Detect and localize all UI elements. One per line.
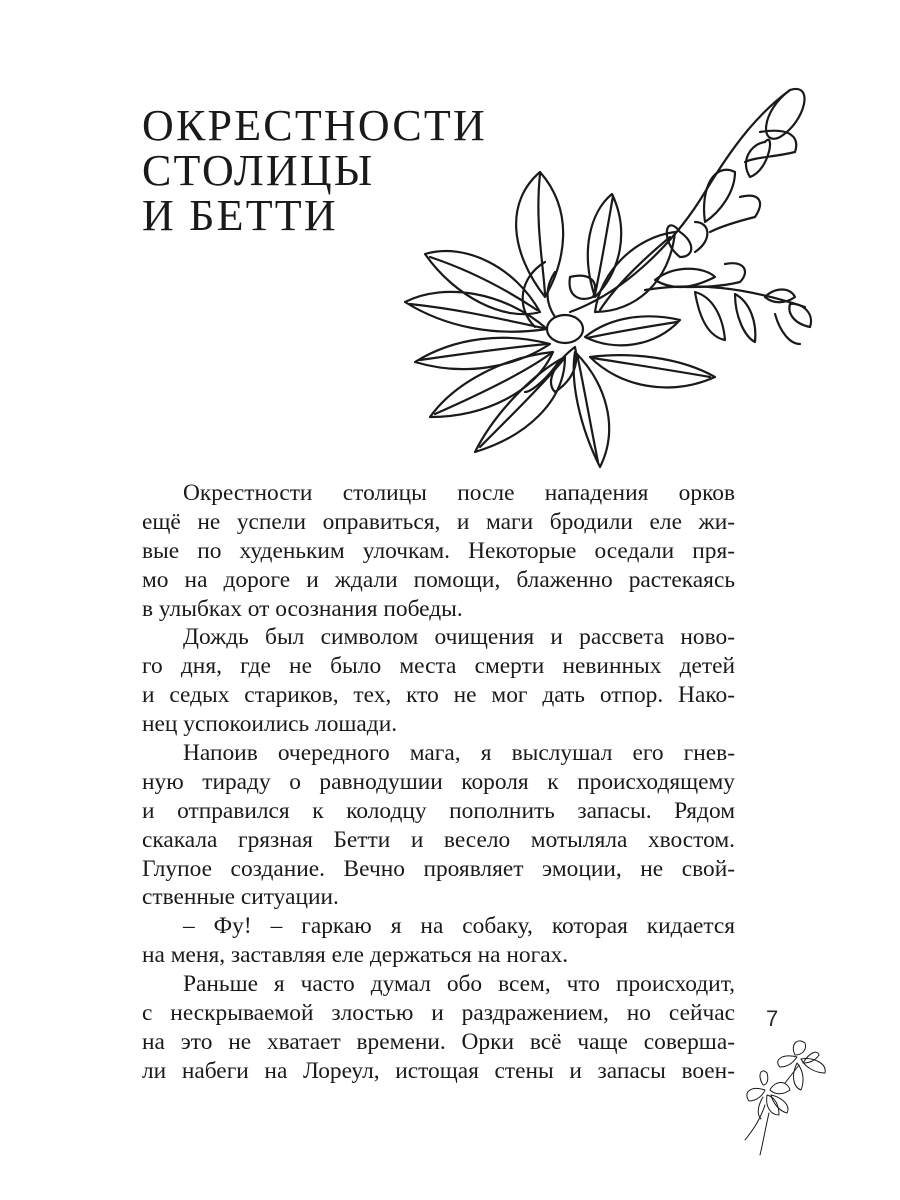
text-line: мо на дороге и ждали помощи, блаженно растекаясь (142, 566, 735, 593)
text-line: в улыбках от осознания победы. (142, 595, 463, 622)
text-line: нец успокоились лошади. (142, 711, 398, 738)
text-line: на меня, заставляя еле держаться на ногах. (142, 942, 569, 969)
text-line: го дня, где не было места смерти невинных детей (142, 653, 735, 680)
chapter-title-line-2: СТОЛИЦЫ (142, 146, 375, 195)
text-line: ную тираду о равнодушии короля к происходящему (142, 768, 735, 795)
small-flowers-sketch-icon (735, 1035, 835, 1160)
text-line: – Фу! – гаркаю я на собаку, которая кидается (183, 913, 735, 940)
text-line: и седых стариков, тех, кто не мог дать отпор. Нако- (142, 682, 735, 709)
text-line: Окрестности столицы после нападения орков (183, 480, 735, 506)
text-line: вые по худеньким улочкам. Некоторые оседали пря- (142, 537, 735, 564)
text-line: Раньше я часто думал обо всем, что происходит, (183, 971, 735, 998)
page-number: 7 (766, 1006, 779, 1031)
text-line: и отправился к колодцу пополнить запасы. Рядом (142, 797, 735, 824)
text-line: скакала грязная Бетти и весело мотыляла хвостом. (142, 826, 735, 853)
text-line: Глупое создание. Вечно проявляет эмоции, не свой- (142, 855, 735, 882)
text-line: на это не хватает времени. Орки всё чаще соверша- (142, 1028, 735, 1055)
text-line: Напоив очередного мага, я выслушал его гнев- (183, 740, 735, 767)
text-line: ли набеги на Лореул, истощая стены и запасы воен- (142, 1057, 735, 1084)
chapter-title-line-1: ОКРЕСТНОСТИ (142, 101, 487, 150)
text-line: с нескрываемой злостью и раздражением, но сейчас (142, 1000, 735, 1027)
text-line: Дождь был символом очищения и рассвета ново- (183, 624, 735, 651)
chapter-title-line-3: И БЕТТИ (142, 191, 338, 240)
body-text (142, 479, 735, 1086)
text-line: ственные ситуации. (142, 884, 339, 911)
flower-branch-illustration-icon (395, 82, 820, 472)
text-line: ещё не успели оправиться, и маги бродили еле жи- (142, 508, 735, 535)
